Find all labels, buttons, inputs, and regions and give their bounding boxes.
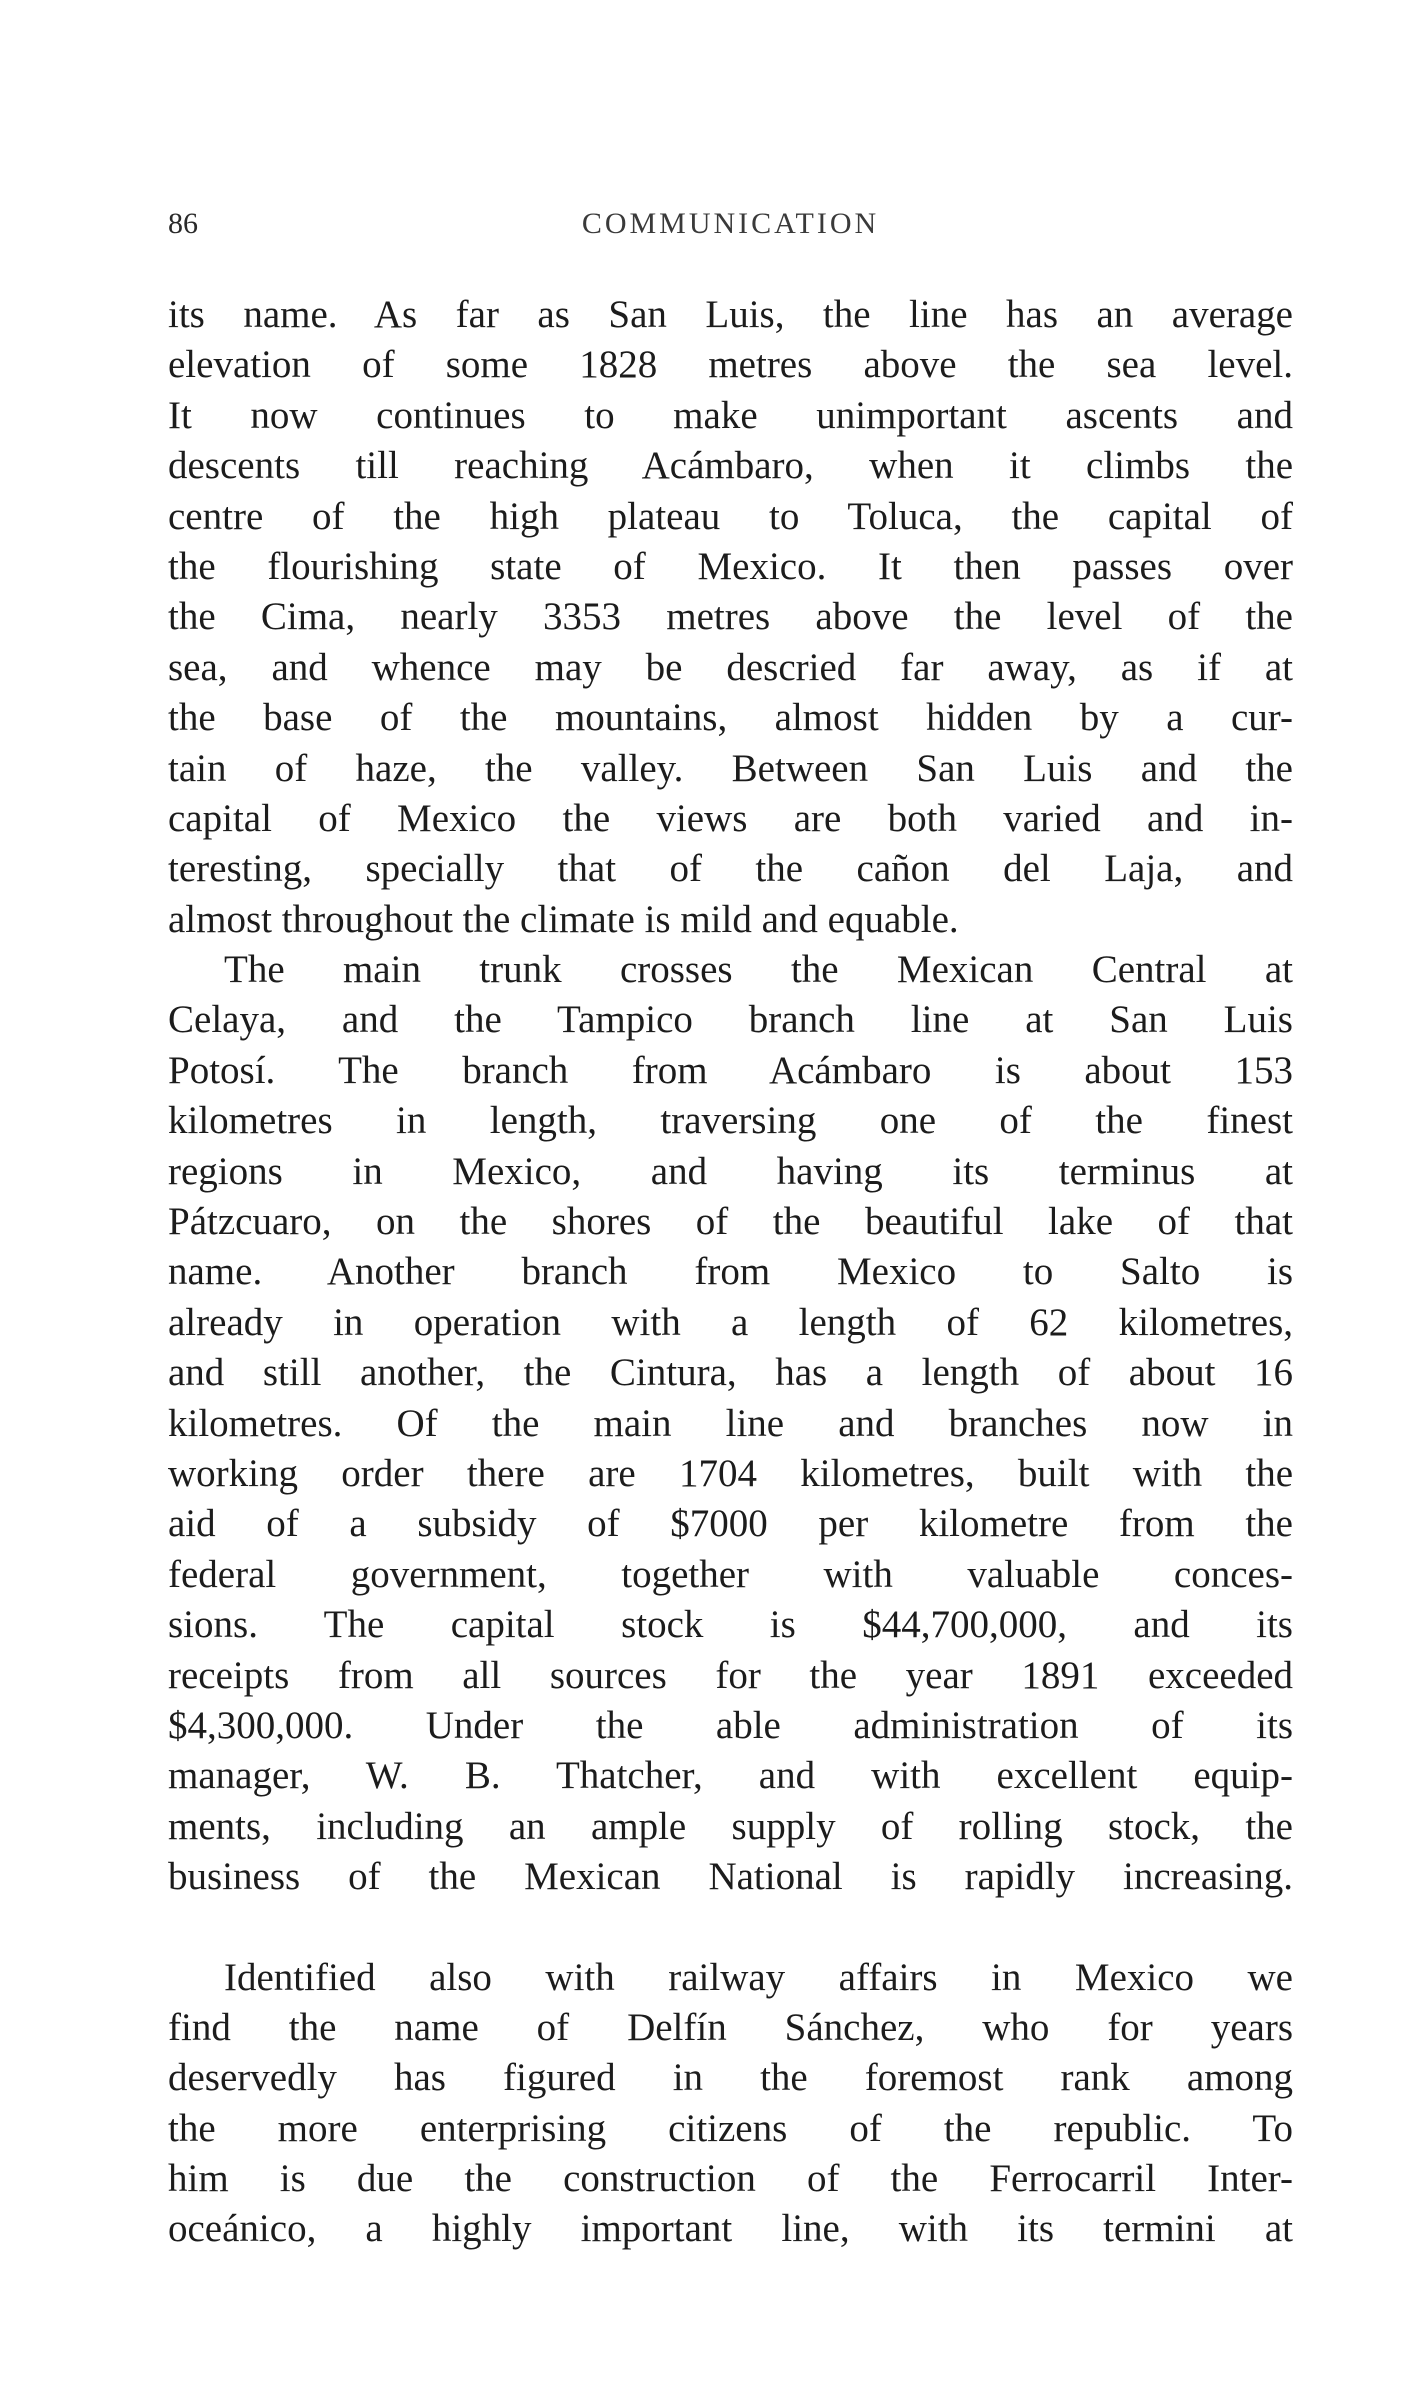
- text-line: the base of the mountains, almost hidden by a cur-: [168, 696, 1293, 740]
- text-line: Identified also with railway affairs in Mexico we: [224, 1955, 1293, 1999]
- text-line: manager, W. B. Thatcher, and with excellent equip-: [168, 1754, 1293, 1798]
- text-line: its name. As far as San Luis, the line has an average: [168, 293, 1293, 336]
- text-line: sea, and whence may be descried far away, as if at: [168, 645, 1293, 689]
- text-line: kilometres in length, traversing one of the finest: [168, 1099, 1293, 1143]
- text-line: teresting, specially that of the cañon del Laja, and: [168, 847, 1293, 891]
- text-line: the flourishing state of Mexico. It then passes over: [168, 544, 1293, 588]
- text-line: find the name of Delfín Sánchez, who for years: [168, 2005, 1293, 2049]
- page-header: [168, 204, 1293, 244]
- body-text: [168, 290, 1293, 2255]
- text-line: elevation of some 1828 metres above the sea level.: [168, 343, 1293, 387]
- text-line: business of the Mexican National is rapidly increasing.: [168, 1855, 1293, 1899]
- text-line: almost throughout the climate is mild and equable.: [168, 897, 959, 941]
- text-line: Potosí. The branch from Acámbaro is about 153: [168, 1048, 1293, 1092]
- text-line: It now continues to make unimportant ascents and: [168, 393, 1293, 437]
- page-number: 86: [168, 207, 198, 240]
- text-line: the Cima, nearly 3353 metres above the level of the: [168, 595, 1293, 639]
- text-line: ments, including an ample supply of rolling stock, the: [168, 1804, 1293, 1848]
- text-line: kilometres. Of the main line and branches now in: [168, 1401, 1293, 1445]
- text-line: federal government, together with valuable conces-: [168, 1552, 1293, 1596]
- text-line: working order there are 1704 kilometres, built with the: [168, 1451, 1293, 1495]
- text-line: the more enterprising citizens of the republic. To: [168, 2106, 1293, 2150]
- text-line: $4,300,000. Under the able administration of its: [168, 1703, 1293, 1747]
- text-line: Pátzcuaro, on the shores of the beautiful lake of that: [168, 1200, 1293, 1244]
- text-line: oceánico, a highly important line, with its termini at: [168, 2207, 1293, 2251]
- text-line: already in operation with a length of 62 kilometres,: [168, 1300, 1293, 1344]
- text-line: name. Another branch from Mexico to Salto is: [168, 1250, 1293, 1294]
- text-line: deservedly has figured in the foremost rank among: [168, 2056, 1293, 2100]
- text-line: tain of haze, the valley. Between San Luis and the: [168, 746, 1293, 790]
- text-line: regions in Mexico, and having its terminus at: [168, 1149, 1293, 1193]
- section-break: [168, 1903, 1293, 1953]
- text-line: The main trunk crosses the Mexican Central at: [224, 948, 1293, 992]
- text-line: him is due the construction of the Ferrocarril Inter-: [168, 2157, 1293, 2201]
- text-line: receipts from all sources for the year 1891 exceeded: [168, 1653, 1293, 1697]
- text-line: capital of Mexico the views are both varied and in-: [168, 796, 1293, 840]
- text-line: centre of the high plateau to Toluca, the capital of: [168, 494, 1293, 538]
- text-line: and still another, the Cintura, has a length of about 16: [168, 1351, 1293, 1395]
- text-line: descents till reaching Acámbaro, when it climbs the: [168, 444, 1293, 488]
- running-title: COMMUNICATION: [581, 207, 880, 240]
- text-line: Celaya, and the Tampico branch line at San Luis: [168, 998, 1293, 1042]
- text-line: sions. The capital stock is $44,700,000, and its: [168, 1603, 1293, 1647]
- text-line: aid of a subsidy of $7000 per kilometre from the: [168, 1502, 1293, 1546]
